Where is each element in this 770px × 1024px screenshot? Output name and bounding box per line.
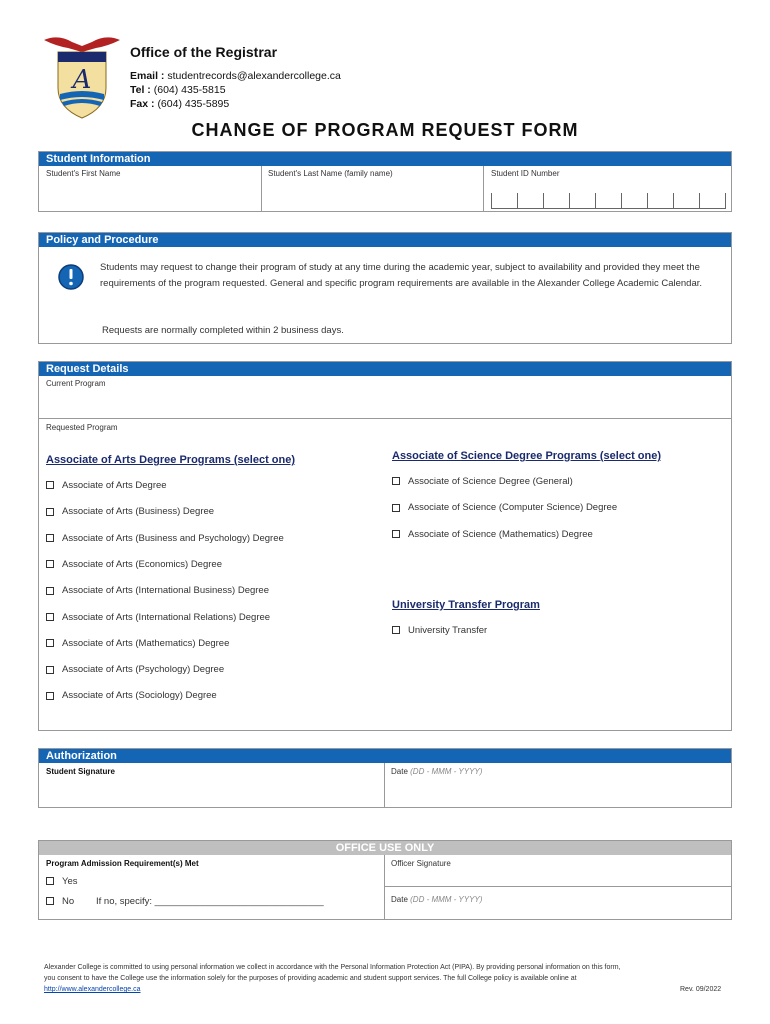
authorization-section xyxy=(38,748,732,808)
auth-date-field[interactable] xyxy=(386,777,730,807)
checkbox[interactable] xyxy=(392,477,400,485)
student-signature-field[interactable] xyxy=(40,777,382,807)
email-address[interactable]: studentrecords@alexandercollege.ca xyxy=(167,70,341,82)
revision-label: Rev. 09/2022 xyxy=(680,986,722,993)
yes-checkbox[interactable] xyxy=(46,877,54,885)
option-label: Associate of Arts (Mathematics) Degree xyxy=(62,637,230,649)
student-info-section xyxy=(38,151,732,212)
checkbox[interactable] xyxy=(46,639,54,647)
checkbox[interactable] xyxy=(46,508,54,516)
fax-line: Fax : (604) 435-5895 xyxy=(130,98,230,110)
checkbox[interactable] xyxy=(46,666,54,674)
option-label: Associate of Science (Mathematics) Degree xyxy=(408,528,593,540)
checkbox[interactable] xyxy=(46,560,54,568)
request-details-section xyxy=(38,361,732,731)
no-checkbox[interactable] xyxy=(46,897,54,905)
arts-program-option[interactable] xyxy=(46,664,224,675)
request-details-heading: Request Details xyxy=(39,362,731,376)
option-label: University Transfer xyxy=(408,625,488,636)
arts-program-option[interactable] xyxy=(46,480,167,491)
yes-option[interactable]: Yes xyxy=(46,876,78,887)
student-info-heading: Student Information xyxy=(39,152,731,166)
option-label: Associate of Arts (Sociology) Degree xyxy=(62,690,217,702)
option-label: Associate of Arts (International Relations) Degree xyxy=(62,611,271,623)
transfer-program-option[interactable] xyxy=(392,625,487,636)
option-label: Associate of Arts (Economics) Degree xyxy=(62,558,222,570)
last-name-label: Student's Last Name (family name) xyxy=(268,169,393,178)
arts-program-option[interactable] xyxy=(46,690,217,701)
office-use-heading: OFFICE USE ONLY xyxy=(39,841,731,855)
current-program-field[interactable] xyxy=(40,390,730,418)
checkbox[interactable] xyxy=(46,587,54,595)
science-programs-heading: Associate of Science Degree Programs (select one) xyxy=(392,450,662,462)
info-exclamation-icon xyxy=(57,263,85,291)
option-label: Associate of Science Degree (General) xyxy=(408,476,573,487)
policy-text: Students may request to change their program of study at any time during the academic year, subject to availability and provided they meet the requirements of the program requested. General and specific program requirements are available in the Alexander College Academic Calendar. xyxy=(100,262,703,289)
checkbox[interactable] xyxy=(392,504,400,512)
requirements-met-label: Program Admission Requirement(s) Met xyxy=(46,859,199,868)
arts-program-option[interactable] xyxy=(46,506,214,517)
student-id-field[interactable] xyxy=(485,180,731,211)
arts-programs-heading: Associate of Arts Degree Programs (select one) xyxy=(46,454,296,466)
arts-program-option[interactable] xyxy=(46,585,269,596)
no-option[interactable]: No xyxy=(46,896,74,907)
arts-program-option[interactable] xyxy=(46,638,229,649)
college-crest-logo xyxy=(38,32,126,120)
science-program-option[interactable] xyxy=(392,476,573,487)
office-name: Office of the Registrar xyxy=(130,44,278,60)
office-date-field[interactable] xyxy=(386,905,730,919)
current-program-label: Current Program xyxy=(46,379,106,388)
officer-signature-field[interactable] xyxy=(386,869,730,885)
office-use-section xyxy=(38,840,732,920)
checkbox[interactable] xyxy=(46,692,54,700)
policy-note: Requests are normally completed within 2 business days. xyxy=(102,325,344,336)
privacy-notice: Alexander College is committed to using personal information we collect in accordance with the Personal Information Protection Act (PIPA). By providing personal information on this form, you consent to have the College use the information solely for the purposes of providing academic and student support services. The full College policy is available online at http://www.alexandercollege.ca xyxy=(44,964,621,993)
form-title: CHANGE OF PROGRAM REQUEST FORM xyxy=(191,120,579,140)
student-signature-label: Student Signature xyxy=(46,767,115,776)
option-label: Associate of Arts (International Business) Degree xyxy=(62,585,269,597)
college-website-link[interactable]: http://www.alexandercollege.ca xyxy=(44,986,141,993)
checkbox[interactable] xyxy=(392,530,400,538)
arts-program-option[interactable] xyxy=(46,559,222,570)
auth-date-label: Date (DD - MMM - YYYY) xyxy=(391,767,483,776)
transfer-program-heading: University Transfer Program xyxy=(392,599,540,611)
option-label: Associate of Arts (Psychology) Degree xyxy=(62,664,225,676)
svg-text:A: A xyxy=(72,65,92,95)
last-name-field[interactable] xyxy=(262,180,482,211)
officer-signature-label: Officer Signature xyxy=(391,859,451,868)
first-name-label: Student's First Name xyxy=(46,169,121,178)
policy-heading: Policy and Procedure xyxy=(39,233,731,247)
arts-program-option[interactable] xyxy=(46,533,284,544)
student-id-label: Student ID Number xyxy=(491,169,560,178)
first-name-field[interactable] xyxy=(40,180,260,211)
arts-program-option[interactable] xyxy=(46,612,270,623)
option-label: Associate of Arts (Business) Degree xyxy=(62,506,215,518)
requested-program-label: Requested Program xyxy=(46,423,118,432)
checkbox[interactable] xyxy=(392,626,400,634)
option-label: Associate of Arts (Business and Psychology) Degree xyxy=(62,532,284,544)
checkbox[interactable] xyxy=(46,481,54,489)
authorization-heading: Authorization xyxy=(39,749,731,763)
option-label: Associate of Science (Computer Science) Degree xyxy=(408,502,618,514)
option-label: Associate of Arts Degree xyxy=(62,480,167,491)
checkbox[interactable] xyxy=(46,534,54,542)
science-program-option[interactable] xyxy=(392,502,617,513)
policy-section xyxy=(38,232,732,344)
email-line: Email : studentrecords@alexandercollege.ca xyxy=(130,70,341,82)
specify-field[interactable]: If no, specify: ________________________________ xyxy=(96,896,324,907)
office-date-label: Date (DD - MMM - YYYY) xyxy=(391,895,483,904)
science-program-option[interactable] xyxy=(392,529,593,540)
checkbox[interactable] xyxy=(46,613,54,621)
tel-line: Tel : (604) 435-5815 xyxy=(130,84,226,96)
